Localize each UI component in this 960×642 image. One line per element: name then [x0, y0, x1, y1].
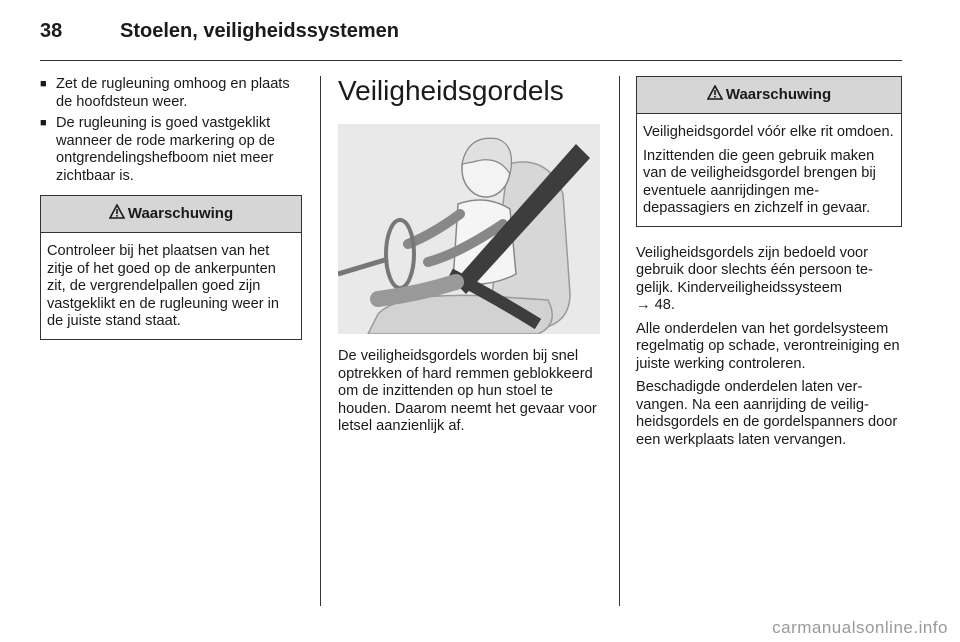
section-title: Veiligheidsgordels	[338, 75, 564, 106]
page-reference-link[interactable]: 48.	[654, 297, 675, 313]
warning-body	[637, 114, 901, 226]
warning-triangle-icon	[109, 204, 125, 224]
body-paragraph	[636, 245, 902, 315]
header-title: Stoelen, veiligheidssystemen	[120, 20, 399, 42]
page-number: 38	[40, 20, 63, 42]
warning-text: Controleer bij het plaatsen van het zitje of het goed op de ankerpunten zit, de vergrendelpallen goed zijn vastgeklikt en de rugleuning weer in de juiste stand staat.	[47, 243, 280, 329]
warning-body	[41, 233, 301, 339]
page-reference-arrow-icon: →	[636, 297, 651, 313]
warning-title: Waarschuwing	[127, 205, 234, 223]
warning-header	[41, 196, 301, 233]
seatbelt-illustration	[338, 124, 600, 334]
warning-triangle-icon	[707, 85, 723, 105]
column-2	[338, 76, 602, 442]
column-divider-2	[619, 76, 620, 606]
watermark: carmanualsonline.info	[772, 618, 948, 637]
warning-text: Inzittenden die geen gebruik maken van de veiligheidsgordel brengen bij eventuele aanrijdingen medepassagiers en zichzelf in gevaar.	[643, 147, 876, 216]
body-paragraph: De veiligheidsgordels worden bij snel optrekken of hard remmen geblokkeerd om de inzittenden op hun stoel te houden. Daarom neemt het gevaar voor letsel aanzienlijk af.	[338, 348, 597, 434]
body-paragraph: Beschadigde onderdelen laten vervangen. Na een aanrijding de veiligheidsgordels en de gordelspanners door een werkplaats laten vervangen.	[636, 379, 898, 448]
warning-box	[40, 195, 302, 340]
bullet-item: ■ Zet de rugleuning omhoog en plaats de hoofdsteun weer.	[40, 76, 302, 111]
paragraph-text: Veiligheidsgordels zijn bedoeld voor gebruik door slechts één persoon tegelijk. Kinderveiligheidssysteem	[636, 244, 873, 296]
body-paragraph: Alle onderdelen van het gordelsysteem regelmatig op schade, verontreiniging en juiste werking controleren.	[636, 320, 900, 372]
bullet-item: ■ De rugleuning is goed vastgeklikt wanneer de rode markering op de ontgrendelingshefboom niet meer zichtbaar is.	[40, 115, 302, 185]
header-rule	[40, 60, 902, 61]
warning-box	[636, 76, 902, 227]
column-1	[40, 76, 302, 340]
page-header	[40, 16, 902, 60]
bullet-list	[40, 76, 302, 185]
warning-text: Veiligheidsgordel vóór elke rit omdoen.	[643, 124, 894, 140]
body-text	[636, 245, 902, 450]
warning-header	[637, 77, 901, 114]
column-3	[636, 76, 902, 455]
column-divider-1	[320, 76, 321, 606]
warning-title: Waarschuwing	[725, 86, 832, 104]
